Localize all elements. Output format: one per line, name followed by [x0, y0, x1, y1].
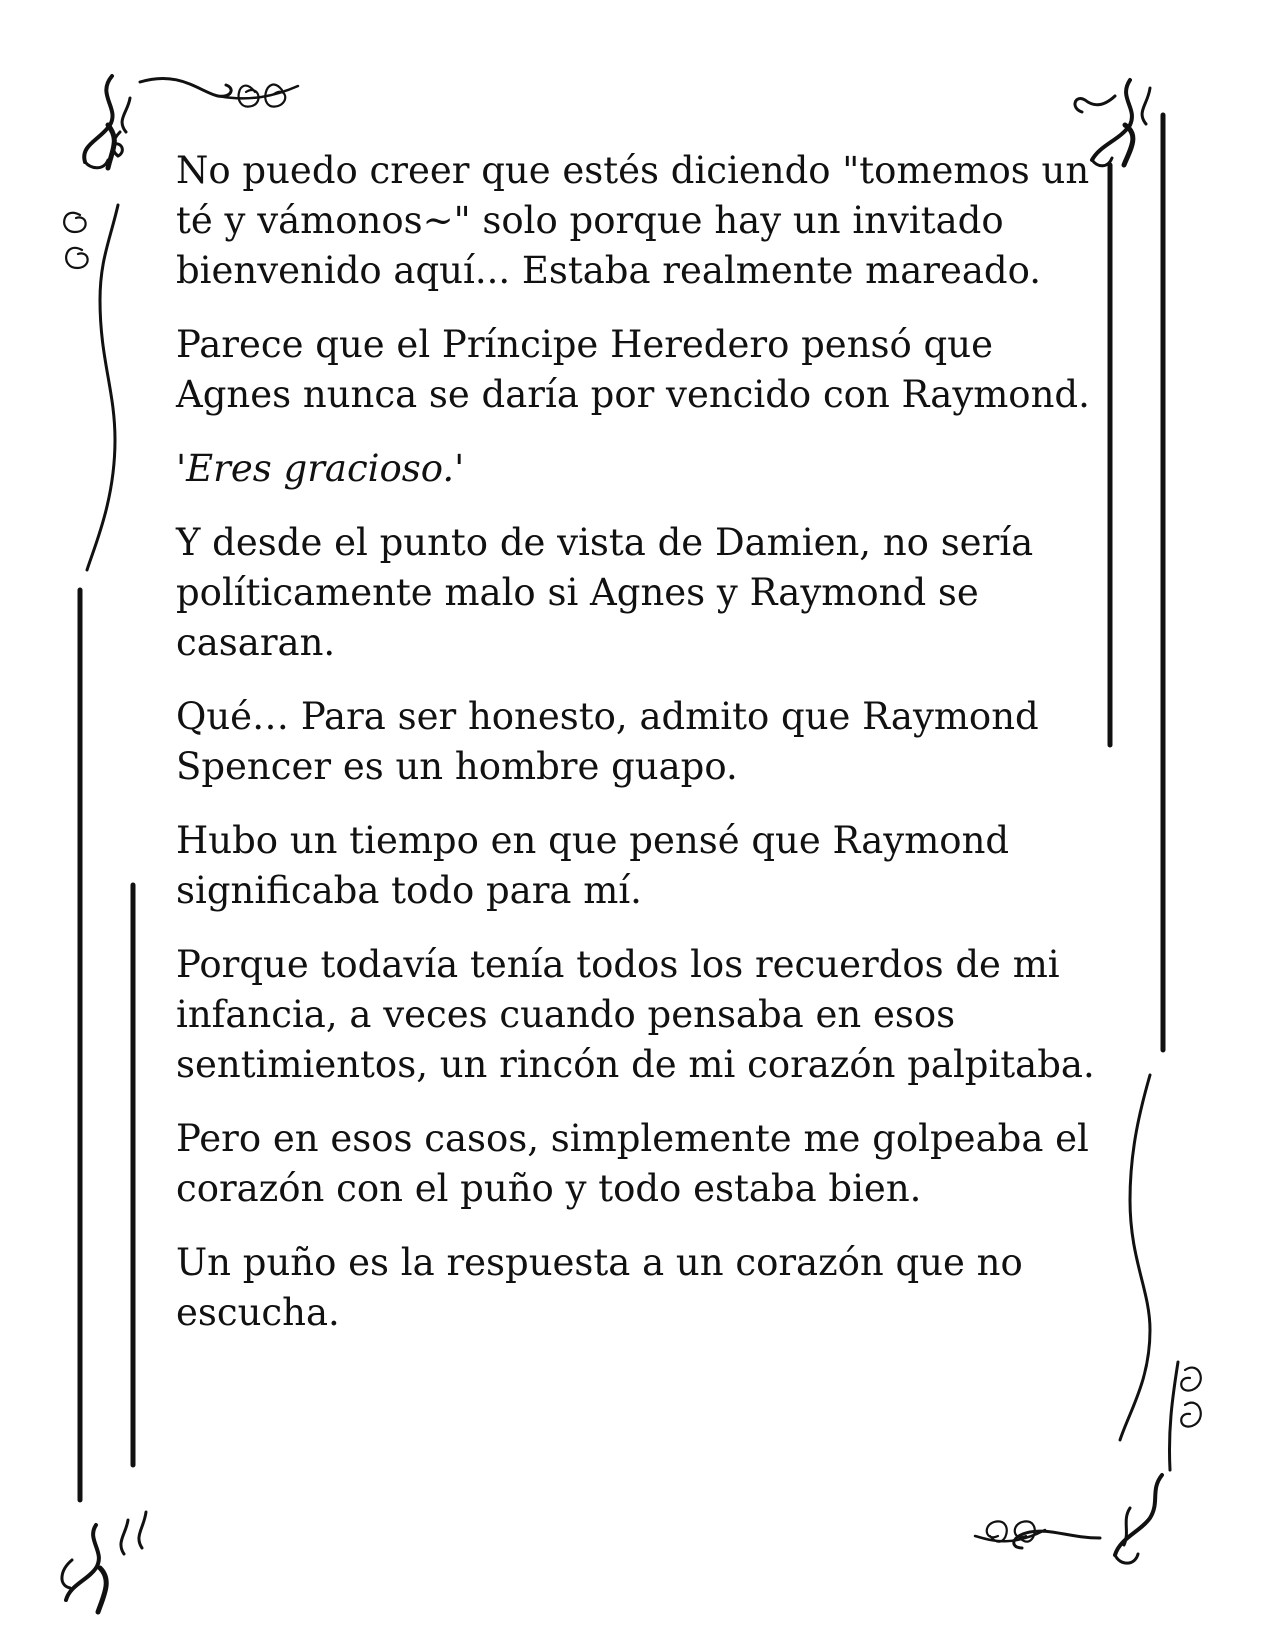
paragraph: Hubo un tiempo en que pensé que Raymond significaba todo para mí. [176, 819, 1010, 912]
paragraph: Un puño es la respuesta a un corazón que no escucha. [176, 1241, 1023, 1334]
body-text [176, 146, 1106, 1362]
paragraph: Parece que el Príncipe Heredero pensó que Agnes nunca se daría por vencido con Raymond. [176, 323, 1090, 416]
paragraph: Qué… Para ser honesto, admito que Raymond Spencer es un hombre guapo. [176, 695, 1039, 788]
paragraph: No puedo creer que estés diciendo "tomemos un té y vámonos~" solo porque hay un invitado bienvenido aquí... Estaba realmente mareado. [176, 149, 1090, 292]
paragraph: Y desde el punto de vista de Damien, no sería políticamente malo si Agnes y Raymond se casaran. [176, 521, 1034, 664]
paragraph: Pero en esos casos, simplemente me golpeaba el corazón con el puño y todo estaba bien. [176, 1117, 1089, 1210]
paragraph: Porque todavía tenía todos los recuerdos de mi infancia, a veces cuando pensaba en esos sentimientos, un rincón de mi corazón palpitaba. [176, 943, 1095, 1086]
paragraph-italic: 'Eres gracioso.' [176, 447, 465, 490]
flourish-bottom-left-icon [62, 1512, 146, 1612]
